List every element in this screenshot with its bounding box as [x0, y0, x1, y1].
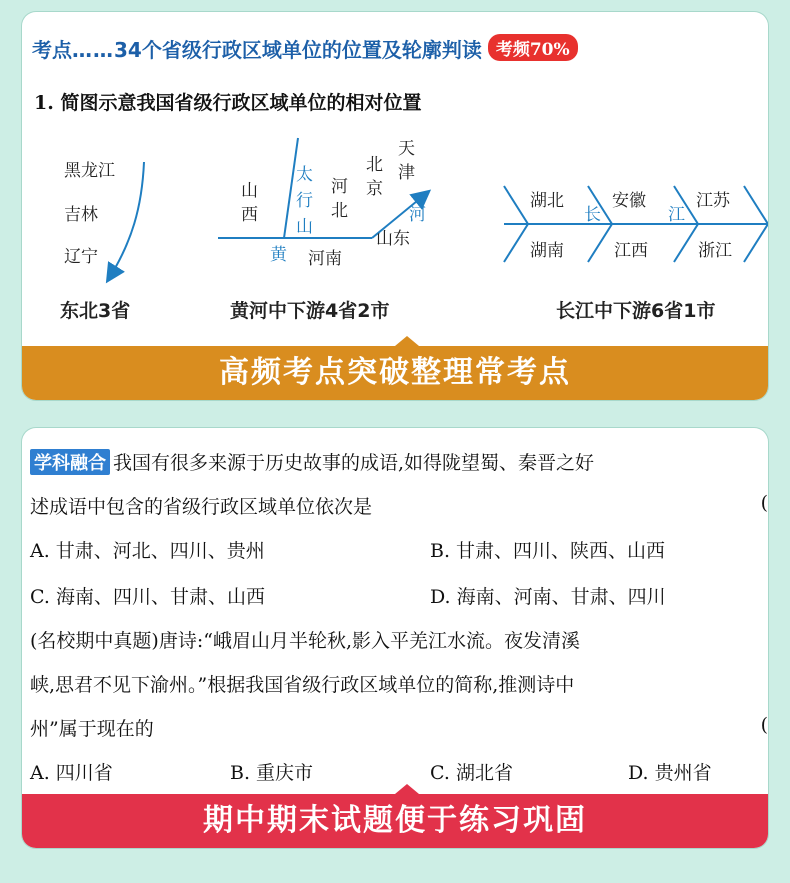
label-anhui: 安徽 — [612, 191, 646, 211]
label-chang: 长 — [584, 205, 601, 225]
label-huang: 黄 — [270, 245, 287, 265]
label-jiang: 江 — [668, 205, 685, 225]
question-stem-text-1: 我国有很多来源于历史故事的成语,如得陇望蜀、秦晋之好 — [113, 452, 595, 474]
poem-question-line-2: 峡,思君不见下渝州。”根据我国省级行政区域单位的简称,推测诗中 — [30, 674, 575, 696]
label-hebei-2: 北 — [331, 201, 348, 221]
label-jiangsu: 江苏 — [696, 191, 730, 211]
label-tianjin-1: 天 — [398, 139, 415, 159]
subject-fusion-tag: 学科融合 — [30, 449, 110, 475]
province-jilin: 吉林 — [64, 205, 98, 225]
label-he: 河 — [409, 205, 426, 225]
frequency-badge: 考频70% — [488, 34, 578, 61]
label-taihang-3: 山 — [296, 217, 313, 237]
header-title: 34个省级行政区域单位的位置及轮廓判读 — [114, 38, 482, 62]
label-zhejiang: 浙江 — [698, 241, 732, 261]
kaodian-label: 考点 — [32, 38, 72, 62]
province-sketch-diagram — [22, 132, 768, 302]
label-shanxi-1: 山 — [241, 181, 258, 201]
option-c: C. 海南、四川、甘肃、山西 — [30, 586, 265, 608]
label-hunan: 湖南 — [530, 241, 564, 261]
banner-notch — [395, 336, 419, 346]
label-jiangxi: 江西 — [614, 241, 648, 261]
poem-option-b: B. 重庆市 — [230, 762, 314, 784]
caption-dongbei: 东北3省 — [60, 300, 131, 322]
label-hubei: 湖北 — [530, 191, 564, 211]
option-b: B. 甘肃、四川、陕西、山西 — [430, 540, 666, 562]
banner-qizhong: 期中期末试题便于练习巩固 — [22, 794, 768, 848]
label-taihang-2: 行 — [296, 191, 313, 211]
question-stem-line-1 — [30, 448, 594, 475]
label-beijing-1: 北 — [366, 155, 383, 175]
poem-question-line-3: 州”属于现在的 — [30, 718, 154, 740]
province-liaoning: 辽宁 — [64, 247, 98, 267]
poem-option-d: D. 贵州省 — [628, 762, 712, 784]
section-header — [32, 34, 578, 63]
label-henan: 河南 — [308, 249, 342, 269]
caption-huanghe: 黄河中下游4省2市 — [230, 300, 390, 322]
poem-option-c: C. 湖北省 — [430, 762, 513, 784]
caption-changjiang: 长江中下游6省1市 — [556, 300, 716, 322]
label-shandong: 山东 — [376, 229, 410, 249]
banner-notch-red — [395, 784, 419, 794]
option-a: A. 甘肃、河北、四川、贵州 — [30, 540, 265, 562]
knowledge-card — [22, 12, 768, 400]
label-tianjin-2: 津 — [398, 163, 415, 183]
answer-paren-1: ( — [760, 492, 768, 514]
province-heilongjiang: 黑龙江 — [64, 161, 115, 181]
question-1-title: 1. 简图示意我国省级行政区域单位的相对位置 — [34, 92, 422, 114]
banner-gaopin: 高频考点突破整理常考点 — [22, 346, 768, 400]
option-d: D. 海南、河南、甘肃、四川 — [430, 586, 666, 608]
answer-paren-2: ( — [760, 714, 768, 736]
label-beijing-2: 京 — [366, 179, 383, 199]
exercise-card — [22, 428, 768, 848]
poem-option-a: A. 四川省 — [30, 762, 113, 784]
question-stem-line-2: 述成语中包含的省级行政区域单位依次是 — [30, 496, 373, 518]
header-dots: …… — [72, 38, 114, 62]
label-taihang-1: 太 — [296, 165, 313, 185]
label-shanxi-2: 西 — [241, 205, 258, 225]
poem-question-line-1: (名校期中真题)唐诗:“峨眉山月半轮秋,影入平羌江水流。夜发清溪 — [30, 630, 580, 652]
label-hebei-1: 河 — [331, 177, 348, 197]
